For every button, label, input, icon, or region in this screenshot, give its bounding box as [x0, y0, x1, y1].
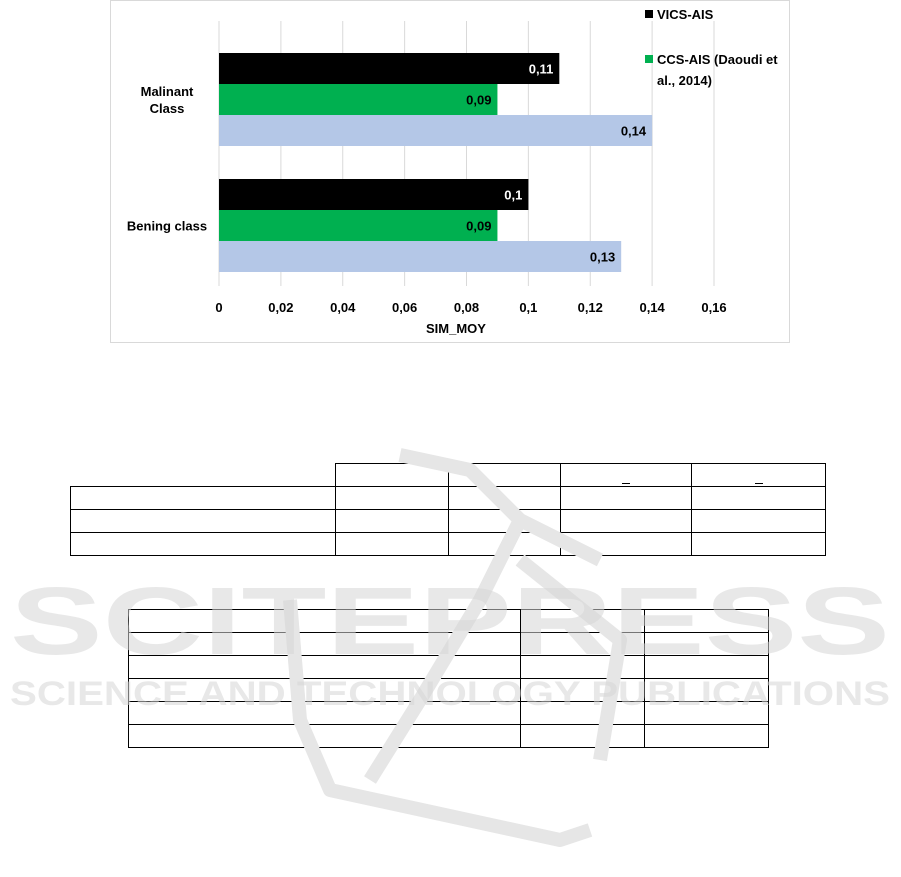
x-tick-label: 0,16 [701, 300, 727, 315]
table-cell [129, 633, 521, 656]
watermark-line1: SCITEPRESS [10, 568, 890, 675]
bar-chart [111, 1, 791, 344]
y-category-label: Bening class [126, 218, 208, 234]
x-tick-label: 0 [215, 300, 223, 315]
table-cell [71, 464, 336, 487]
table-cell [692, 487, 826, 510]
data-label: 0,11 [528, 61, 554, 77]
table-header-row [71, 464, 826, 487]
legend-label: VICS-AIS [657, 7, 714, 22]
table-cell [645, 679, 769, 702]
table-row [71, 510, 826, 533]
bar [219, 210, 497, 241]
table-cell [129, 679, 521, 702]
table-row [71, 487, 826, 510]
table-row [129, 679, 769, 702]
legend-swatch [645, 55, 653, 63]
table-cell [521, 702, 645, 725]
table-cell [521, 633, 645, 656]
table-1 [70, 463, 826, 556]
bar [219, 241, 621, 272]
table-cell [129, 702, 521, 725]
table-cell [129, 610, 521, 633]
table-cell [336, 510, 449, 533]
x-tick-label: 0,08 [453, 300, 480, 315]
chart-container [110, 0, 790, 343]
table-cell [449, 510, 561, 533]
table-cell [561, 533, 692, 556]
table-row [129, 633, 769, 656]
x-tick-label: 0,14 [639, 300, 665, 315]
bar [219, 115, 652, 146]
bar [219, 53, 559, 84]
data-label: 0,09 [466, 92, 492, 108]
legend-swatch [645, 10, 653, 18]
x-tick-label: 0,02 [268, 300, 294, 315]
table-cell [645, 702, 769, 725]
table-cell [449, 464, 561, 487]
table-cell [71, 533, 336, 556]
x-tick-label: 0,06 [391, 300, 418, 315]
table-cell [129, 725, 521, 748]
table-cell [336, 464, 449, 487]
table-cell [336, 487, 449, 510]
bar [219, 179, 528, 210]
x-axis-label: SIM_MOY [426, 321, 486, 336]
table-row [71, 533, 826, 556]
table-2 [128, 609, 769, 748]
table-cell [692, 533, 826, 556]
x-tick-label: 0,12 [577, 300, 603, 315]
table-row [129, 702, 769, 725]
table-cell [645, 610, 769, 633]
legend-label: CCS-AIS (Daoudi et al., 2014) [657, 52, 778, 88]
table-cell [71, 487, 336, 510]
x-tick-label: 0,04 [330, 300, 356, 315]
table-cell [449, 533, 561, 556]
y-category-label: Malinant Class [140, 84, 194, 116]
data-label: 0,13 [589, 249, 616, 265]
x-tick-label: 0,1 [519, 300, 538, 315]
table-cell [521, 725, 645, 748]
table-row [129, 725, 769, 748]
table-cell [449, 487, 561, 510]
table-cell [129, 656, 521, 679]
table-cell [521, 656, 645, 679]
table-row [129, 610, 769, 633]
table-cell [645, 633, 769, 656]
table-cell [692, 464, 826, 487]
watermark-line2: SCIENCE AND TECHNOLOGY PUBLICATIONS [10, 675, 890, 713]
table-cell [71, 510, 336, 533]
table-cell [692, 510, 826, 533]
table-cell [521, 679, 645, 702]
table-cell [561, 510, 692, 533]
table-cell [336, 533, 449, 556]
underscore-mark [622, 483, 630, 484]
bar [219, 84, 497, 115]
table-row [129, 656, 769, 679]
table-cell [521, 610, 645, 633]
table-cell [645, 656, 769, 679]
underscore-mark [755, 483, 763, 484]
data-label: 0,14 [620, 123, 647, 139]
table-cell [561, 487, 692, 510]
data-label: 0,1 [504, 187, 523, 203]
table-cell [561, 464, 692, 487]
data-label: 0,09 [466, 218, 492, 234]
table-cell [645, 725, 769, 748]
